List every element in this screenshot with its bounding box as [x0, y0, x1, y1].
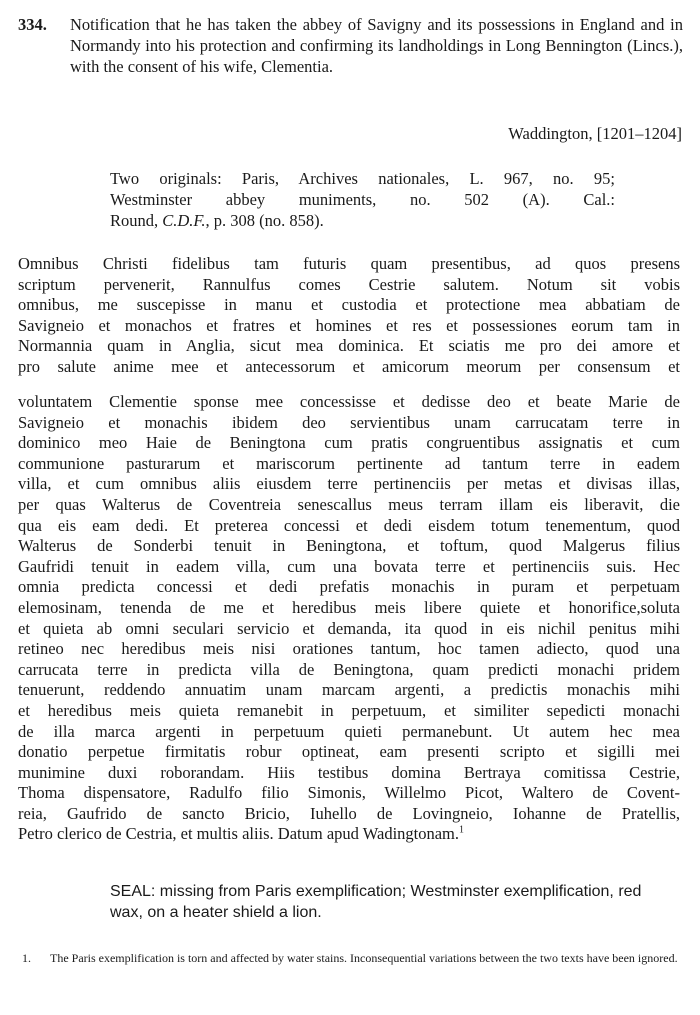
charter-line — [18, 824, 680, 845]
charter-line: scriptum pervenerit, Rannulfus comes Cestrie salutem. Notum sit vobis — [18, 274, 680, 294]
charter-line: pro salute anime mee et antecessorum et amicorum meorum per consensum et — [18, 356, 680, 376]
charter-line: voluntatem Clementie sponse mee concessisse et dedisse deo et beate Marie de — [18, 392, 680, 411]
entry-number: 334. — [18, 15, 47, 34]
charter-line: retineo nec heredibus meis nisi orationes tantum, hoc tamen adiecto, quod una — [18, 639, 680, 659]
source-line: Westminster abbey muniments, no. 502 (A). Cal.: — [110, 190, 615, 209]
charter-line: Omnibus Christi fidelibus tam futuris quam presentibus, ad quos presens — [18, 254, 680, 273]
charter-line: tenuerunt, reddendo annuatim unam marcam argenti, a predictis monachis mihi — [18, 680, 680, 700]
charter-line: communione pasturarum et mariscorum pertinente ad tantum terre in eadem — [18, 453, 680, 473]
charter-final-text: Petro clerico de Cestria, et multis aliis. Datum apud Wadingtonam. — [18, 824, 460, 844]
source-line — [110, 210, 615, 231]
charter-line: munimine duxi roborandam. Hiis testibus domina Bertraya comitissa Cestrie, — [18, 762, 680, 782]
seal-description: SEAL: missing from Paris exemplification; Westminster exemplification, red wax, on a heater shield a lion. — [110, 883, 642, 921]
footnote — [22, 950, 682, 966]
charter-line: Gaufridi tenuit in eadem villa, cum una bovata terre et pertinenciis suis. Hec — [18, 556, 680, 576]
source-cdf-italic: C.D.F. — [162, 211, 206, 230]
charter-line: Thoma dispensatore, Radulfo filio Simonis, Willelmo Picot, Waltero de Covent- — [18, 783, 680, 803]
entry-summary: Notification that he has taken the abbey of Savigny and its possessions in England and in Normandy into his protection and confirming its landholdings in Long Bennington (Lincs.), with the consent of his wife, Clementia. — [70, 15, 683, 76]
source-line: Two originals: Paris, Archives nationales, L. 967, no. 95; — [110, 169, 615, 188]
charter-line: dominico meo Haie de Beningtona cum pratis congruentibus assignatis et cum — [18, 433, 680, 453]
source-citation — [110, 168, 615, 231]
charter-line: carrucata terre in predicta villa de Beningtona, quam predicti monachi pridem — [18, 659, 680, 679]
charter-line: villa, et cum omnibus aliis eiusdem terre pertinenciis per metas et divisas illas, — [18, 474, 680, 494]
charter-line: elemosinam, tenenda de me et heredibus meis libere quiete et honorifice,soluta — [18, 597, 680, 617]
footnote-text: The Paris exemplification is torn and affected by water stains. Inconsequential variations between the two texts have been ignored. — [50, 951, 678, 965]
charter-line: Walterus de Sonderbi tenuit in Beningtona, et toftum, quod Malgerus filius — [18, 536, 680, 556]
charter-line: et quieta ab omni seculari servicio et demanda, ita quod in eis nichil penitus mihi — [18, 618, 680, 638]
place-and-date: Waddington, [1201–1204] — [508, 124, 682, 143]
charter-paragraph-1 — [18, 254, 680, 378]
charter-line: reia, Gaufrido de sancto Bricio, Iuhello de Lovingneio, Iohanne de Pratellis, — [18, 803, 680, 823]
footnote-number: 1. — [22, 951, 31, 965]
charter-line: Normannia quam in Anglia, sicut mea dominica. Et sciatis me pro dei amore et — [18, 336, 680, 356]
charter-line: Savigneio et monachis ibidem deo servientibus unam carrucatam terre in — [18, 412, 680, 432]
charter-line: omnibus, me suscepisse in manu et custodia et protectione mea abbatiam de — [18, 295, 680, 315]
charter-line: Savigneio et monachos et fratres et homines et res et possessiones eorum tam in — [18, 315, 680, 335]
charter-line: qua eis eam dedi. Et preterea concessi et dedi eisdem totum tenementum, quod — [18, 515, 680, 535]
charter-line: de illa marca argenti in perpetuum quieti permanebunt. Ut autem hec mea — [18, 721, 680, 741]
charter-line: et heredibus meis quieta remanebit in perpetuum, et similiter sepedicti monachi — [18, 700, 680, 720]
charter-paragraph-2 — [18, 392, 680, 845]
source-round-suffix: , p. 308 (no. 858). — [205, 211, 324, 230]
source-round-prefix: Round, — [110, 211, 163, 230]
charter-line: omnia predicta concessi et dedi prefatis monachis in puram et perpetuam — [18, 577, 680, 597]
charter-line: per quas Walterus de Coventreia senescallus meus terram illam eis liberavit, die — [18, 494, 680, 514]
footnote-marker: 1 — [459, 824, 465, 836]
charter-line: donatio perpetue firmitatis robur optineat, eam presenti scripto et sigilli mei — [18, 742, 680, 762]
entry-heading — [18, 14, 683, 77]
